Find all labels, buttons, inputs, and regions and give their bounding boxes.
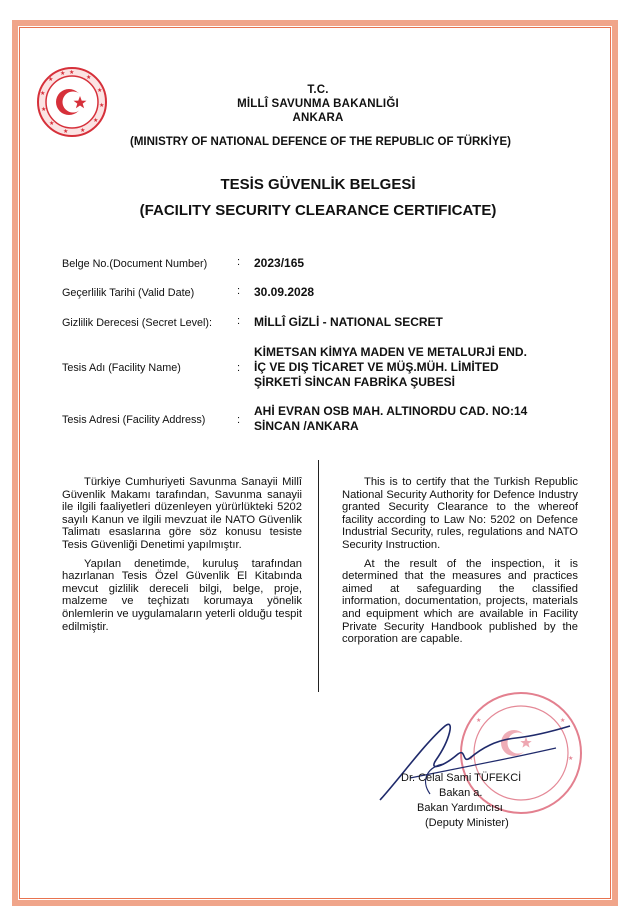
signatory-name: Dr. Celal Sami TÜFEKCİ bbox=[401, 772, 522, 784]
header-ministry-english: (MINISTRY OF NATIONAL DEFENCE OF THE REPUBLIC OF TÜRKİYE) bbox=[130, 136, 511, 148]
svg-text:★: ★ bbox=[568, 755, 574, 762]
field-colon: : bbox=[237, 256, 241, 268]
field-colon: : bbox=[237, 315, 241, 327]
field-label: Tesis Adresi (Facility Address) bbox=[62, 414, 206, 426]
field-value-line: AHİ EVRAN OSB MAH. ALTINORDU CAD. NO:14 bbox=[254, 404, 528, 418]
field-value: MİLLÎ GİZLİ - NATIONAL SECRET bbox=[254, 315, 443, 329]
signatory-on-behalf: Bakan a. bbox=[439, 787, 483, 799]
field-value: 2023/165 bbox=[254, 256, 305, 270]
svg-text:★: ★ bbox=[560, 717, 566, 724]
svg-text:★: ★ bbox=[476, 717, 482, 724]
field-colon: : bbox=[237, 285, 241, 297]
svg-text:★: ★ bbox=[63, 128, 69, 135]
body-turkish bbox=[62, 476, 302, 639]
svg-text:★: ★ bbox=[468, 755, 474, 762]
svg-text:★: ★ bbox=[99, 102, 105, 109]
field-label: Tesis Adı (Facility Name) bbox=[62, 362, 181, 374]
header-tc: T.C. bbox=[307, 84, 329, 96]
certificate-title-turkish: TESİS GÜVENLİK BELGESİ bbox=[220, 176, 416, 193]
signatory-title-turkish: Bakan Yardımcısı bbox=[417, 802, 503, 814]
field-value: 30.09.2028 bbox=[254, 285, 315, 299]
field-value-line: ŞİRKETİ SİNCAN FABRİKA ŞUBESİ bbox=[254, 375, 455, 389]
svg-text:★: ★ bbox=[49, 120, 55, 127]
body-paragraph: This is to certify that the Turkish Republic National Security Authority for Defence Industry granted Security Clearance to the whereof facility according to Law No: 5202 on Defence Industrial Security, rules, regulations and NATO Security Instruction. bbox=[342, 476, 578, 551]
svg-text:★: ★ bbox=[80, 127, 86, 134]
field-label: Belge No.(Document Number) bbox=[62, 258, 208, 270]
svg-text:★: ★ bbox=[97, 87, 103, 94]
field-value-line: SİNCAN /ANKARA bbox=[254, 419, 359, 433]
svg-text:★: ★ bbox=[48, 76, 54, 83]
svg-text:★: ★ bbox=[86, 74, 92, 81]
body-paragraph: Yapılan denetimde, kuruluş tarafından hazırlanan Tesis Özel Güvenlik El Kitabında mevcut gizlilik dereceli bilgi, belge, proje, malzeme ve teçhizatı korumaya yönelik önlemlerin ve uygulamaların yeterli olduğu tespit edilmiştir. bbox=[62, 557, 302, 633]
field-value-line: KİMETSAN KİMYA MADEN VE METALURJİ END. bbox=[254, 345, 527, 359]
body-english bbox=[342, 476, 578, 652]
field-label: Gizlilik Derecesi (Secret Level): bbox=[62, 317, 212, 329]
field-label: Geçerlilik Tarihi (Valid Date) bbox=[62, 287, 195, 299]
header-ministry: MİLLÎ SAVUNMA BAKANLIĞI bbox=[237, 98, 399, 110]
field-colon: : bbox=[237, 414, 241, 426]
certificate-title-english: (FACILITY SECURITY CLEARANCE CERTIFICATE) bbox=[139, 202, 497, 219]
header-city: ANKARA bbox=[292, 112, 344, 124]
body-paragraph: At the result of the inspection, it is determined that the measures and practices aimed at safeguarding the classified information, documentation, projects, materials and equipment which are available in Facility Private Security Handbook published by the corporation are capable. bbox=[342, 557, 578, 646]
svg-text:★: ★ bbox=[40, 90, 46, 97]
field-value-line: İÇ VE DIŞ TİCARET VE MÜŞ.MÜH. LİMİTED bbox=[254, 360, 499, 374]
svg-text:★: ★ bbox=[41, 106, 47, 113]
svg-text:★: ★ bbox=[93, 117, 99, 124]
signatory-title-english: (Deputy Minister) bbox=[425, 817, 509, 829]
body-paragraph: Türkiye Cumhuriyeti Savunma Sanayii Millî Güvenlik Makamı tarafından, Savunma sanayii ile ilgili faaliyetleri düzenleyen yürürlükteki 5202 sayılı Kanun ve ilgili mevzuat ile NATO Güvenlik Talimatı esaslarına göre söz konusu tesiste Tesis Güvenliği Denetimi yapılmıştır. bbox=[62, 476, 302, 551]
column-divider bbox=[318, 460, 319, 692]
svg-text:★: ★ bbox=[69, 69, 75, 76]
field-colon: : bbox=[237, 362, 241, 374]
svg-text:★: ★ bbox=[60, 70, 66, 77]
